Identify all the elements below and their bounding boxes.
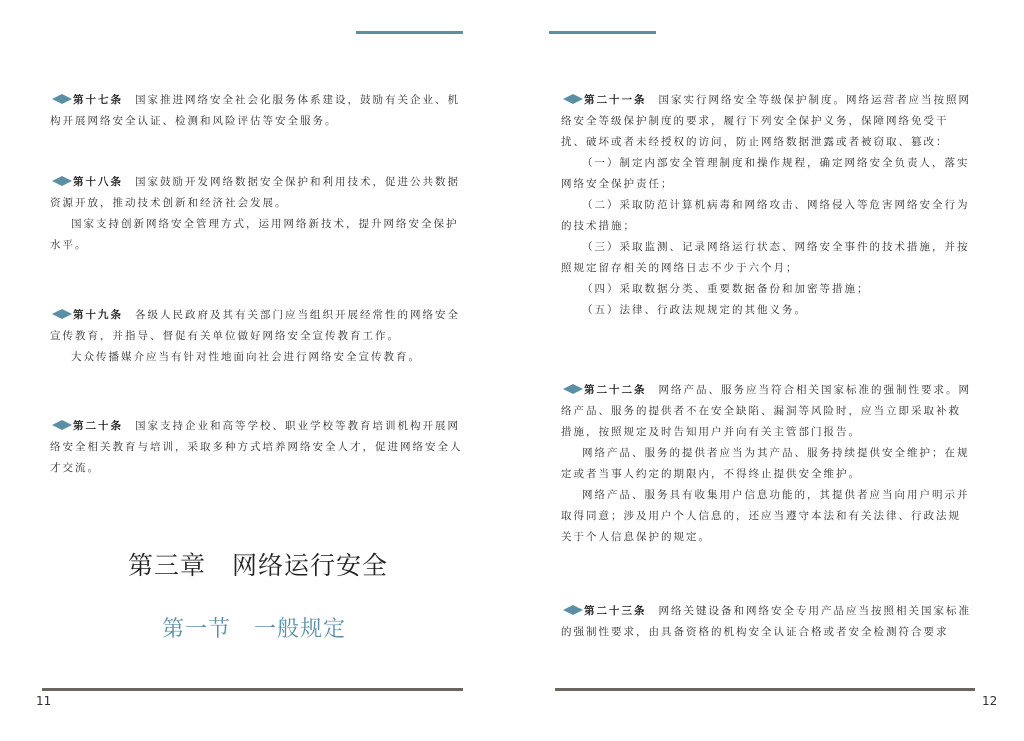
- article-text: 国家推进网络安全社会化服务体系建设，鼓励有关企业、机构开展网络安全认证、检测和风险评估等安全服务。: [50, 94, 460, 127]
- article-title: 第十九条: [73, 309, 123, 321]
- left-top-rule: [356, 31, 463, 34]
- article-title: 第二十一条: [584, 94, 647, 106]
- article-title: 第二十条: [73, 420, 123, 432]
- chapter-title: 第三章 网络运行安全: [128, 551, 389, 580]
- article-text: 国家实行网络安全等级保护制度。网络运营者应当按照网络安全等级保护制度的要求，履行下列安全保护义务，保障网络免受干扰、破坏或者未经授权的访问，防止网络数据泄露或者被窃取、篡改：: [561, 94, 971, 148]
- article-marker-icon: [50, 420, 72, 430]
- article-marker-icon: [561, 94, 583, 104]
- article-marker-icon: [561, 605, 583, 615]
- page-number-right: 12: [982, 694, 998, 708]
- article-text: 国家支持企业和高等学校、职业学校等教育培训机构开展网络安全相关教育与培训，采取多种方式培养网络安全人才，促进网络安全人才交流。: [50, 420, 463, 474]
- article-19: [50, 305, 470, 368]
- article-text: 国家鼓励开发网络数据安全保护和利用技术，促进公共数据资源开放，推动技术创新和经济社会发展。: [50, 176, 460, 209]
- article-text: （三）采取监测、记录网络运行状态、网络安全事件的技术措施，并按照规定留存相关的网络日志不少于六个月；: [561, 241, 970, 274]
- article-text: 网络关键设备和网络安全专用产品应当按照相关国家标准的强制性要求，由具备资格的机构安全认证合格或者安全检测符合要求: [561, 605, 971, 638]
- article-text: （四）采取数据分类、重要数据备份和加密等措施；: [582, 283, 870, 295]
- right-bottom-rule: [555, 688, 975, 691]
- article-18: [50, 172, 470, 256]
- right-top-rule: [549, 31, 656, 34]
- article-23: [561, 601, 973, 643]
- article-text: 大众传播媒介应当有针对性地面向社会进行网络安全宣传教育。: [71, 351, 421, 363]
- article-title: 第十八条: [73, 176, 123, 188]
- article-21: [561, 90, 973, 321]
- article-marker-icon: [50, 94, 72, 104]
- article-text: 网络产品、服务具有收集用户信息功能的，其提供者应当向用户明示并取得同意；涉及用户个人信息的，还应当遵守本法和有关法律、行政法规关于个人信息保护的规定。: [561, 489, 970, 543]
- article-title: 第二十三条: [584, 605, 647, 617]
- article-text: 国家支持创新网络安全管理方式，运用网络新技术，提升网络安全保护水平。: [50, 218, 459, 251]
- article-text: 网络产品、服务应当符合相关国家标准的强制性要求。网络产品、服务的提供者不在安全缺陷、漏洞等风险时，应当立即采取补救措施，按照规定及时告知用户并向有关主管部门报告。: [561, 384, 971, 438]
- page-number-left: 11: [36, 694, 52, 708]
- article-marker-icon: [561, 384, 583, 394]
- article-text: （五）法律、行政法规规定的其他义务。: [582, 304, 807, 316]
- left-bottom-rule: [42, 688, 463, 691]
- article-text: 各级人民政府及其有关部门应当组织开展经常性的网络安全宣传教育，并指导、督促有关单位做好网络安全宣传教育工作。: [50, 309, 460, 342]
- article-text: 网络产品、服务的提供者应当为其产品、服务持续提供安全维护；在规定或者当事人约定的期限内，不得终止提供安全维护。: [561, 447, 970, 480]
- article-17: [50, 90, 470, 132]
- article-22: [561, 380, 973, 548]
- article-text: （一）制定内部安全管理制度和操作规程，确定网络安全负责人，落实网络安全保护责任；: [561, 157, 970, 190]
- article-title: 第二十二条: [584, 384, 647, 396]
- article-20: [50, 416, 470, 479]
- article-marker-icon: [50, 309, 72, 319]
- article-text: （二）采取防范计算机病毒和网络攻击、网络侵入等危害网络安全行为的技术措施；: [561, 199, 970, 232]
- section-title: 第一节 一般规定: [162, 617, 347, 642]
- article-title: 第十七条: [73, 94, 123, 106]
- article-marker-icon: [50, 176, 72, 186]
